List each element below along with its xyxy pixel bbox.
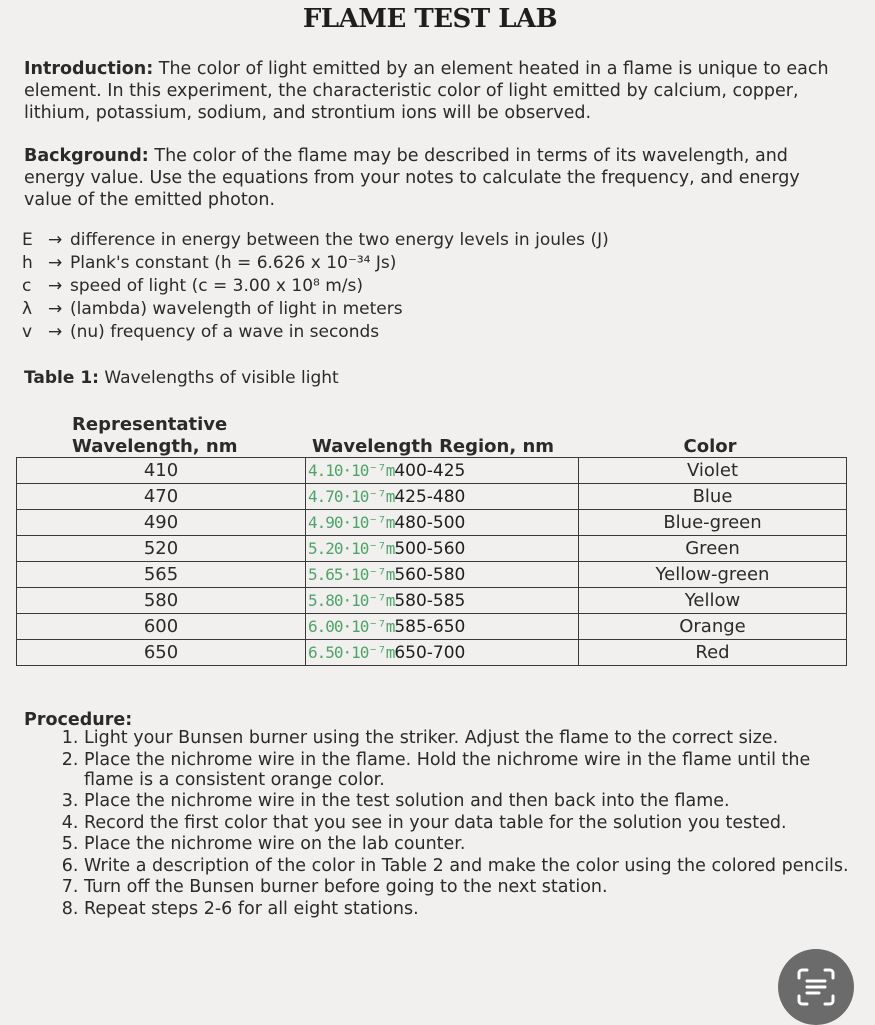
definition-row [22, 298, 609, 321]
introduction-text: The color of light emitted by an element heated in a flame is unique to each element. In this experiment, the characteristic color of light emitted by calcium, copper, lithium, potassium, sodium, and strontium ions will be observed. [24, 59, 829, 123]
color-cell: Blue-green [579, 510, 847, 536]
procedure-step: 3. Place the nichrome wire in the test solution and then back into the flame. [84, 791, 864, 811]
arrow-icon: → [48, 299, 63, 319]
definition-symbol: c [22, 276, 32, 296]
header-color: Color [683, 436, 737, 457]
arrow-icon: → [48, 276, 63, 296]
header-wavelength-region: Wavelength Region, nm [312, 436, 555, 457]
handwritten-note: 5.65·10⁻⁷m [308, 565, 395, 584]
definition-row [22, 252, 609, 275]
handwritten-note: 6.00·10⁻⁷m [308, 617, 395, 636]
procedure-step: 2. Place the nichrome wire in the flame. Hold the nichrome wire in the flame until the flame is a consistent orange color. [84, 750, 864, 790]
handwritten-note: 4.90·10⁻⁷m [308, 513, 395, 532]
color-cell: Violet [579, 458, 847, 484]
definition-symbol: E [22, 230, 33, 250]
variable-definitions [22, 229, 609, 344]
wavelength-cell: 600 [17, 614, 306, 640]
handwritten-note: 4.70·10⁻⁷m [308, 487, 395, 506]
introduction-paragraph [24, 58, 834, 124]
definition-text: speed of light (c = 3.00 x 10⁸ m/s) [70, 276, 364, 296]
procedure-label: Procedure: [24, 710, 133, 730]
procedure-step: 8. Repeat steps 2-6 for all eight stations. [84, 899, 864, 919]
wavelength-cell: 520 [17, 536, 306, 562]
definition-text: difference in energy between the two energy levels in joules (J) [70, 230, 609, 250]
table-caption-label: Table 1: [24, 368, 99, 388]
introduction-label: Introduction: [24, 59, 154, 79]
table-row [17, 536, 847, 562]
color-cell: Red [579, 640, 847, 666]
table-row [17, 562, 847, 588]
definition-row [22, 321, 609, 344]
region-value: 400-425 [394, 461, 466, 481]
definition-text: Plank's constant (h = 6.626 x 10⁻³⁴ Js) [70, 253, 397, 273]
region-cell [306, 458, 579, 484]
definition-symbol: h [22, 253, 33, 273]
region-value: 480-500 [394, 513, 466, 533]
region-cell [306, 614, 579, 640]
color-cell: Green [579, 536, 847, 562]
region-cell [306, 484, 579, 510]
procedure-step: 1. Light your Bunsen burner using the striker. Adjust the flame to the correct size. [84, 728, 864, 748]
region-value: 560-580 [394, 565, 466, 585]
wavelength-cell: 490 [17, 510, 306, 536]
definition-row [22, 229, 609, 252]
wavelength-cell: 410 [17, 458, 306, 484]
text-scan-button[interactable] [778, 949, 854, 1025]
procedure-step: 5. Place the nichrome wire on the lab counter. [84, 834, 864, 854]
text-scan-icon [793, 964, 839, 1010]
handwritten-note: 5.20·10⁻⁷m [308, 539, 395, 558]
definition-text: (lambda) wavelength of light in meters [70, 299, 403, 319]
color-cell: Yellow [579, 588, 847, 614]
region-value: 650-700 [394, 643, 466, 663]
definition-text: (nu) frequency of a wave in seconds [70, 322, 380, 342]
definition-symbol: λ [22, 299, 33, 319]
definition-row [22, 275, 609, 298]
region-value: 585-650 [394, 617, 466, 637]
region-cell [306, 640, 579, 666]
table-row [17, 614, 847, 640]
region-cell [306, 588, 579, 614]
wavelength-cell: 650 [17, 640, 306, 666]
arrow-icon: → [48, 230, 63, 250]
table-row [17, 640, 847, 666]
region-value: 500-560 [394, 539, 466, 559]
handwritten-note: 6.50·10⁻⁷m [308, 643, 395, 662]
arrow-icon: → [48, 253, 63, 273]
table-caption-text: Wavelengths of visible light [104, 368, 339, 388]
definition-symbol: v [22, 322, 33, 342]
page-title: FLAME TEST LAB [302, 4, 558, 34]
table-row [17, 484, 847, 510]
handwritten-note: 4.10·10⁻⁷m [308, 461, 395, 480]
wavelength-cell: 470 [17, 484, 306, 510]
region-cell [306, 536, 579, 562]
region-value: 580-585 [394, 591, 466, 611]
region-value: 425-480 [394, 487, 466, 507]
region-cell [306, 562, 579, 588]
color-cell: Orange [579, 614, 847, 640]
wavelength-cell: 565 [17, 562, 306, 588]
handwritten-note: 5.80·10⁻⁷m [308, 591, 395, 610]
region-cell [306, 510, 579, 536]
procedure-step: 7. Turn off the Bunsen burner before going to the next station. [84, 877, 864, 897]
table-caption [24, 368, 339, 388]
procedure-list [52, 728, 864, 920]
header-representative-wavelength: Representative Wavelength, nm [72, 414, 238, 457]
arrow-icon: → [48, 322, 63, 342]
procedure-step: 6. Write a description of the color in Table 2 and make the color using the colored pencils. [84, 856, 864, 876]
background-paragraph [24, 145, 834, 211]
background-text: The color of the flame may be described in terms of its wavelength, and energy value. Use the equations from your notes to calculate the frequency, and energy value of the emitted photon. [24, 146, 800, 210]
table-row [17, 458, 847, 484]
background-label: Background: [24, 146, 149, 166]
table-row [17, 510, 847, 536]
procedure-step: 4. Record the first color that you see in your data table for the solution you tested. [84, 813, 864, 833]
wavelength-table [16, 457, 847, 666]
color-cell: Blue [579, 484, 847, 510]
table-row [17, 588, 847, 614]
color-cell: Yellow-green [579, 562, 847, 588]
wavelength-cell: 580 [17, 588, 306, 614]
